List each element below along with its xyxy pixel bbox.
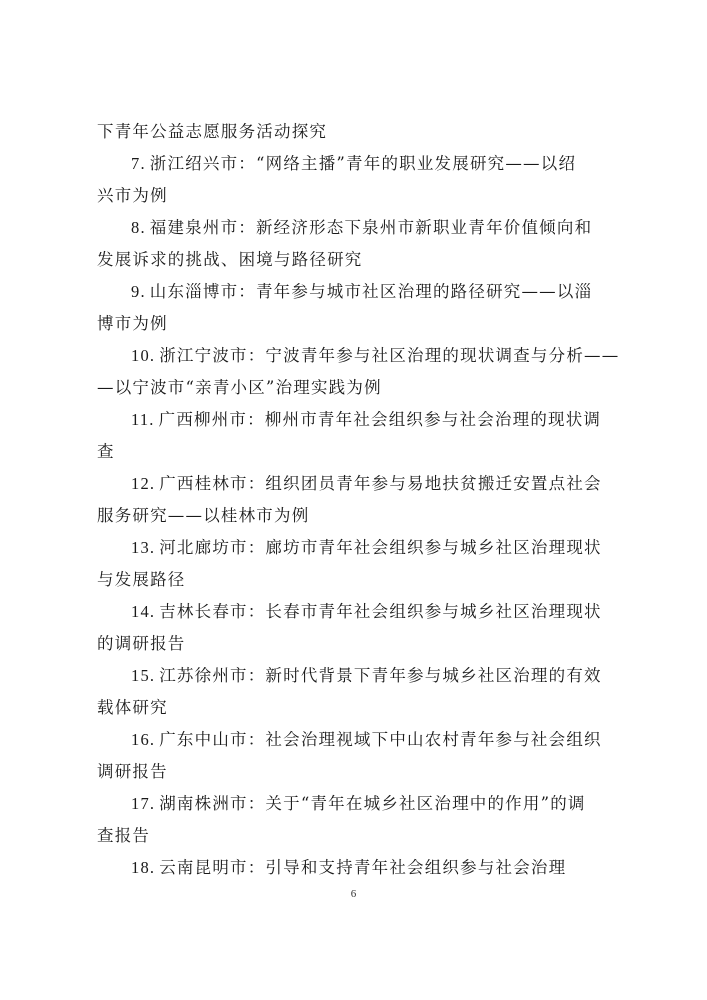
entry-text: 调研报告 [97, 762, 168, 781]
list-item [97, 410, 617, 462]
entry-text: 查 [97, 442, 115, 461]
entry-continuation-line [97, 442, 617, 462]
entry-text: 服务研究——以桂林市为例 [97, 506, 310, 525]
entry-number: 15. [131, 666, 156, 685]
entry-continuation-line [97, 250, 617, 270]
list-item [97, 154, 617, 206]
entry-number: 13. [131, 538, 156, 557]
entry-text: 云南昆明市：引导和支持青年社会组织参与社会治理 [159, 858, 567, 877]
entry-continuation-line [97, 378, 617, 398]
entry-first-line [97, 794, 617, 814]
entry-text: 与发展路径 [97, 570, 186, 589]
entry-number: 7. [131, 154, 146, 173]
entry-text: 浙江绍兴市：“网络主播”青年的职业发展研究——以绍 [149, 154, 577, 173]
entry-text: 广东中山市：社会治理视域下中山农村青年参与社会组织 [159, 730, 602, 749]
entry-text: 查报告 [97, 826, 151, 845]
entry-number: 17. [131, 794, 156, 813]
entry-text: 山东淄博市：青年参与城市社区治理的路径研究——以淄 [149, 282, 593, 301]
entry-text: 河北廊坊市：廊坊市青年社会组织参与城乡社区治理现状 [159, 538, 602, 557]
list-item [97, 666, 617, 718]
entry-first-line [97, 218, 617, 238]
entry-text: 浙江宁波市：宁波青年参与社区治理的现状调查与分析—— [159, 346, 620, 365]
document-page [97, 122, 620, 890]
entry-continuation-line [97, 826, 617, 846]
entry-number: 8. [131, 218, 146, 237]
entry-continuation-line [97, 570, 617, 590]
entry-text: 吉林长春市：长春市青年社会组织参与城乡社区治理现状 [159, 602, 602, 621]
list-item [97, 474, 617, 526]
entry-text: 兴市为例 [97, 186, 168, 205]
entry-first-line [97, 602, 617, 622]
entry-first-line [97, 154, 617, 174]
entry-text: 湖南株洲市：关于“青年在城乡社区治理中的作用”的调 [159, 794, 586, 813]
list-item [97, 730, 617, 782]
entry-continuation-line [97, 634, 617, 654]
entry-first-line [97, 538, 617, 558]
entry-text: 江苏徐州市：新时代背景下青年参与城乡社区治理的有效 [159, 666, 602, 685]
entry-number: 10. [131, 346, 156, 365]
list-item [97, 794, 617, 846]
entry-text: 载体研究 [97, 698, 168, 717]
entry-number: 12. [131, 474, 156, 493]
entry-text: 广西桂林市：组织团员青年参与易地扶贫搬迁安置点社会 [159, 474, 602, 493]
entry-continuation-line [97, 186, 617, 206]
entry-first-line [97, 730, 617, 750]
entry-continuation-line [97, 506, 617, 526]
entry-first-line [97, 474, 617, 494]
list-item [97, 218, 617, 270]
entry-list [97, 154, 620, 878]
list-item [97, 602, 617, 654]
list-item [97, 858, 617, 878]
entry-text: 广西柳州市：柳州市青年社会组织参与社会治理的现状调 [158, 410, 602, 429]
entry-text: 发展诉求的挑战、困境与路径研究 [97, 250, 363, 269]
entry-first-line [97, 666, 617, 686]
entry-number: 16. [131, 730, 156, 749]
continuation-line: 下青年公益志愿服务活动探究 [97, 122, 328, 141]
list-item [97, 538, 617, 590]
entry-number: 11. [131, 410, 155, 429]
entry-text: 福建泉州市：新经济形态下泉州市新职业青年价值倾向和 [149, 218, 593, 237]
entry-text: 博市为例 [97, 314, 168, 333]
list-item [97, 282, 617, 334]
entry-number: 9. [131, 282, 146, 301]
entry-first-line [97, 410, 617, 430]
entry-number: 14. [131, 602, 156, 621]
entry-first-line [97, 282, 617, 302]
entry-text: —以宁波市“亲青小区”治理实践为例 [97, 378, 382, 397]
entry-text: 的调研报告 [97, 634, 186, 653]
entry-continuation-line [97, 698, 617, 718]
page-number: 6 [350, 888, 357, 900]
entry-continuation-line [97, 762, 617, 782]
list-item [97, 346, 620, 398]
entry-first-line [97, 346, 620, 366]
entry-first-line [97, 858, 617, 878]
entry-continuation-line [97, 314, 617, 334]
entry-number: 18. [131, 858, 156, 877]
